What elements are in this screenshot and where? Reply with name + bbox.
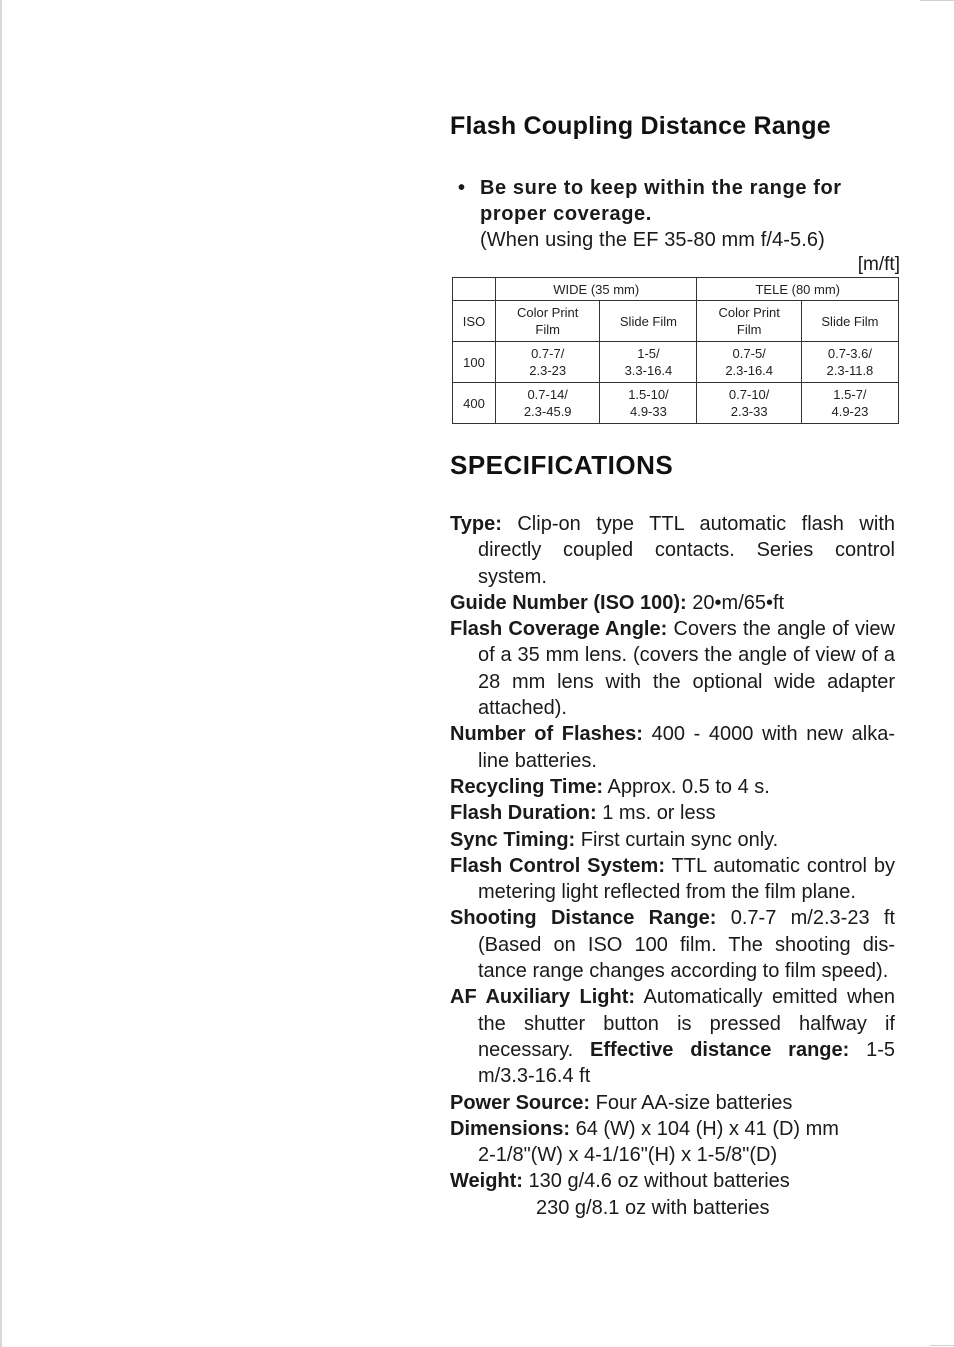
spec-label: Guide Number (ISO 100): xyxy=(450,591,687,614)
spec-value: Approx. 0.5 to 4 s. xyxy=(607,775,770,798)
flash-range-table xyxy=(452,277,899,424)
range-cell xyxy=(600,383,697,424)
spec-value: TTL automatic control by metering light reflected from the film plane. xyxy=(478,854,895,904)
note-text: Be sure to keep within the range for proper coverage. xyxy=(480,177,842,225)
range-cell xyxy=(697,342,801,383)
range-cell xyxy=(496,342,600,383)
spec-coverage-angle xyxy=(450,616,895,721)
table-corner-cell xyxy=(453,278,496,301)
coverage-note xyxy=(450,175,900,253)
page-bottom-edge xyxy=(930,1345,954,1346)
spec-dimensions xyxy=(450,1116,895,1169)
spec-number-of-flashes xyxy=(450,721,895,774)
range-value: 0.7-14/ 2.3-45.9 xyxy=(523,387,572,419)
range-value: 0.7-7/ 2.3-23 xyxy=(529,346,567,378)
spec-label: Dimensions: xyxy=(450,1117,571,1140)
table-group-header-row xyxy=(453,278,899,301)
spec-label: Number of Flashes: xyxy=(450,723,643,746)
film-header-text: Slide Film xyxy=(619,313,677,329)
flash-range-title: Flash Coupling Distance Range xyxy=(450,112,831,140)
spec-sync-timing xyxy=(450,827,895,853)
range-cell xyxy=(600,342,697,383)
group-header-tele: TELE (80 mm) xyxy=(697,278,899,301)
range-value: 0.7-5/ 2.3-16.4 xyxy=(725,346,774,378)
spec-label: Flash Duration: xyxy=(450,802,597,825)
spec-value: 400 - 4000 with new alka-line batteries. xyxy=(478,723,895,772)
spec-shooting-distance-range xyxy=(450,905,895,984)
table-row xyxy=(453,342,899,383)
spec-recycling-time xyxy=(450,774,895,800)
film-header-text: Color Print Film xyxy=(718,305,780,337)
spec-label: Shooting Distance Range: xyxy=(450,907,717,930)
spec-label: Flash Control System: xyxy=(450,854,665,877)
spec-flash-duration xyxy=(450,800,895,826)
page-top-edge xyxy=(920,0,954,1)
spec-label: Type: xyxy=(450,513,502,535)
table-film-header-row xyxy=(453,301,899,342)
spec-sublabel: Effective distance range: xyxy=(590,1038,850,1061)
spec-value: First curtain sync only. xyxy=(580,828,779,851)
spec-label: Sync Timing: xyxy=(450,828,576,851)
page-left-edge xyxy=(0,0,2,1347)
range-value: 0.7-3.6/ 2.3-11.8 xyxy=(826,346,874,378)
spec-value: Covers the angle of view of a 35 mm lens. (covers the angle of view of a 28 mm lens with the optional wide adapter attached). xyxy=(478,618,895,720)
specifications-title: SPECIFICATIONS xyxy=(450,450,674,480)
range-cell xyxy=(801,342,898,383)
note-lens: (When using the EF 35-80 mm f/4-5.6) xyxy=(480,229,825,251)
spec-label: Weight: xyxy=(450,1170,523,1193)
spec-label: AF Auxiliary Light: xyxy=(450,986,636,1009)
specifications-list xyxy=(450,511,895,1221)
spec-value: 1-5 m/3.3-16.4 ft xyxy=(478,1038,896,1088)
spec-value: Automatically emitted when the shutter button is pressed halfway if necessary. xyxy=(478,986,895,1061)
spec-value-imperial: 2-1/8"(W) x 4-1/16"(H) x 1-5/8"(D) xyxy=(478,1144,778,1167)
spec-af-auxiliary-light xyxy=(450,984,895,1089)
spec-value: 130 g/4.6 oz without batteries xyxy=(528,1170,790,1193)
spec-label: Power Source: xyxy=(450,1091,591,1114)
note-bullet-line xyxy=(450,175,900,227)
spec-flash-control-system xyxy=(450,853,895,906)
film-header xyxy=(697,301,801,342)
film-header xyxy=(600,301,697,342)
spec-value: 1 ms. or less xyxy=(602,802,716,825)
spec-label: Recycling Time: xyxy=(450,775,604,798)
spec-label: Flash Coverage Angle: xyxy=(450,618,668,641)
range-value: 0.7-10/ 2.3-33 xyxy=(728,387,770,419)
range-value: 1-5/ 3.3-16.4 xyxy=(624,346,673,378)
spec-value: 0.7-7 m/2.3-23 ft (Based on ISO 100 film. The shooting dis-tance range changes according to film speed). xyxy=(478,907,896,983)
group-header-wide: WIDE (35 mm) xyxy=(496,278,697,301)
spec-value: Clip-on type TTL automatic flash with directly coupled contacts. Series control system. xyxy=(478,513,895,588)
spec-weight xyxy=(450,1168,895,1221)
iso-value: 400 xyxy=(453,383,496,424)
iso-header: ISO xyxy=(453,301,496,342)
film-header xyxy=(496,301,600,342)
spec-power-source xyxy=(450,1090,895,1116)
range-cell xyxy=(697,383,801,424)
spec-value-with-batteries: 230 g/8.1 oz with batteries xyxy=(536,1196,770,1219)
range-cell xyxy=(496,383,600,424)
page-content xyxy=(450,112,900,1221)
spec-guide-number xyxy=(450,590,895,616)
range-value: 1.5-10/ 4.9-33 xyxy=(628,387,669,419)
spec-value: 64 (W) x 104 (H) x 41 (D) mm xyxy=(575,1117,839,1140)
iso-value: 100 xyxy=(453,342,496,383)
range-cell xyxy=(801,383,898,424)
film-header xyxy=(801,301,898,342)
bullet-icon: • xyxy=(458,177,466,199)
film-header-text: Color Print Film xyxy=(516,305,579,337)
unit-label: [m/ft] xyxy=(857,254,900,275)
range-value: 1.5-7/ 4.9-23 xyxy=(831,387,869,419)
spec-value: Four AA-size batteries xyxy=(595,1091,793,1114)
table-row xyxy=(453,383,899,424)
spec-value: 20•m/65•ft xyxy=(692,591,785,614)
film-header-text: Slide Film xyxy=(821,313,879,329)
spec-type xyxy=(450,511,895,590)
